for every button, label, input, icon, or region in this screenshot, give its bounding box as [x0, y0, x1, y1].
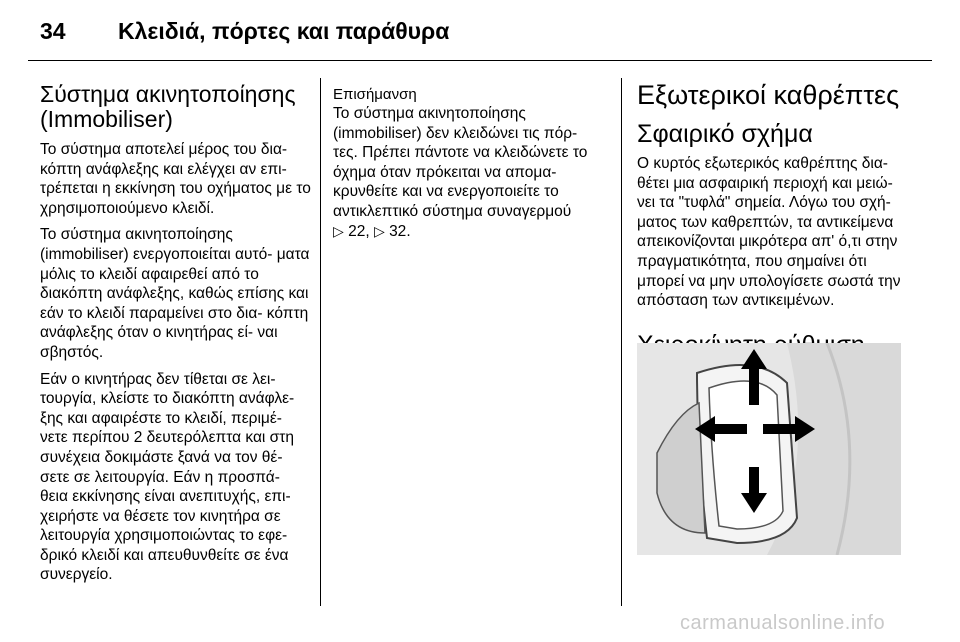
ref-separator: ,	[365, 222, 374, 240]
arrow-icon: ▷	[333, 222, 344, 239]
mirror-adjustment-figure	[637, 343, 901, 555]
column-mirrors	[637, 80, 907, 365]
column-divider-2	[621, 78, 622, 606]
note-text: Το σύστημα ακινητοποίησης (immobiliser) δεν κλειδώνει τις πόρ‑ τες. Πρέπει πάντοτε να κλειδώνετε το όχημα όταν πρόκειται να απομα‑ κρυνθείτε και να ενεργοποιείτε το αντικλεπτικό σύστημα συναγερμού	[333, 105, 588, 220]
page-ref-1[interactable]: 22	[348, 222, 366, 240]
column-divider-1	[320, 78, 321, 606]
header-rule	[28, 60, 932, 61]
paragraph-3: Εάν ο κινητήρας δεν τίθεται σε λει‑ τουργία, κλείστε το διακόπτη ανάφλε‑ ξης και αφαιρέστε το κλειδί, περιμέ‑ νετε περίπου 2 δευτερόλεπτα και στη συνέχεια δοκιμάστε ξανά να τον θέ‑ σετε σε λειτουργία. Εάν η προσπά‑ θεια εκκίνησης είναι ανεπιτυχής, επι‑ χειρήστε να θέσετε τον κινητήρα σε λειτουργία χρησιμοποιώντας το εφε‑ δρικό κλειδί και απευθυνθείτε σε ένα συνεργείο.	[40, 370, 295, 584]
watermark: carmanualsonline.info	[680, 612, 886, 634]
mirror-illustration	[637, 343, 901, 555]
section-heading-immobiliser	[40, 82, 312, 132]
note-body	[333, 104, 605, 241]
paragraph-2: Το σύστημα ακινητοποίησης (immobiliser) ενεργοποιείται αυτό‑ ματα μόλις το κλειδί αφαιρεθεί από το διακόπτη ανάφλεξης, καθώς επίσης και εάν το κλειδί παραμείνει στο δια‑ κόπτη ανάφλεξης όταν ο κινητήρας εί‑ ναι σβηστός.	[40, 226, 310, 361]
heading-line-2: (Immobiliser)	[40, 106, 173, 132]
page-ref-2[interactable]: 32	[389, 222, 407, 240]
paragraph-1: Το σύστημα αποτελεί μέρος του δια‑ κόπτη ανάφλεξης και ελέγχει αν επι‑ τρέπεται η εκκίνηση του οχήματος με το χρησιμοποιούμενο κλειδί.	[40, 141, 311, 217]
ref-end: .	[406, 222, 411, 240]
section-heading-mirrors: Εξωτερικοί καθρέπτες	[637, 80, 900, 110]
arrow-icon: ▷	[373, 222, 385, 239]
page-number: 34	[40, 18, 66, 44]
column-note	[333, 86, 605, 241]
heading-line-1: Σύστημα ακινητοποίησης	[40, 81, 296, 107]
subheading-spherical: Σφαιρικό σχήμα	[637, 120, 813, 148]
column-immobiliser	[40, 82, 312, 592]
paragraph-spherical: Ο κυρτός εξωτερικός καθρέπτης δια‑ θέτει μια ασφαιρική περιοχή και μειώ‑ νει τα "τυφλά" σημεία. Λόγω του σχή‑ ματος των καθρεπτών, τα αντικείμενα απεικονίζονται μικρότερα απ' ό,τι στην πραγματικότητα, που σημαίνει ότι μπορεί να μην υπολογίσετε σωστά την απόσταση των αντικειμένων.	[637, 155, 901, 310]
page-title: Κλειδιά, πόρτες και παράθυρα	[118, 18, 450, 44]
note-title: Επισήμανση	[333, 86, 417, 103]
page-header	[28, 14, 932, 54]
